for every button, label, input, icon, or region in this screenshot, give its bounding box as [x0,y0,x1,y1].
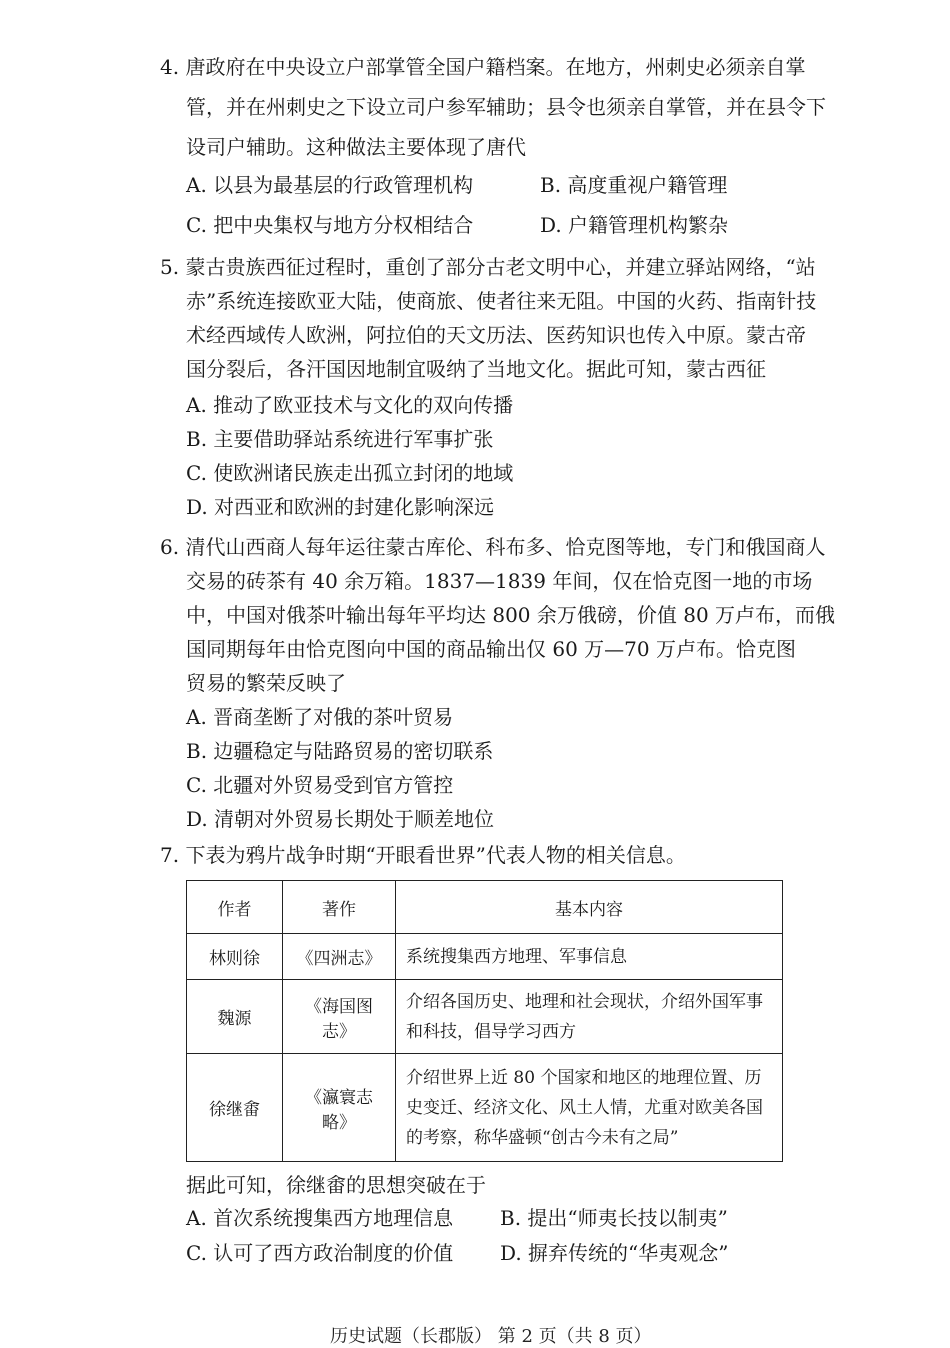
question-5-line: 国分裂后，各汗国因地制宜吸纳了当地文化。据此可知，蒙古西征 [186,357,766,381]
q6-option-c[interactable]: C. 北疆对外贸易受到官方管控 [186,773,454,797]
q5-option-a[interactable]: A. 推动了欧亚技术与文化的双向传播 [186,393,514,417]
table-header-row [187,881,783,934]
question-6-line: 国同期每年由恰克图向中国的商品输出仅 60 万—70 万卢布。恰克图 [186,637,796,661]
table-header: 作者 [187,881,283,934]
q6-option-a[interactable]: A. 晋商垄断了对俄的茶叶贸易 [186,705,454,729]
question-4-line: 设司户辅助。这种做法主要体现了唐代 [186,135,526,159]
table-header: 基本内容 [396,881,783,934]
question-6-line: 贸易的繁荣反映了 [186,671,346,695]
question-6-line: 6. 清代山西商人每年运往蒙古库伦、科布多、恰克图等地，专门和俄国商人 [160,535,826,559]
table-row [187,980,783,1054]
table-cell-work: 《瀛寰志略》 [283,1054,396,1162]
q7-option-d[interactable]: D. 摒弃传统的“华夷观念” [500,1241,729,1265]
table-cell-author: 徐继畬 [187,1054,283,1162]
table-row [187,1054,783,1162]
q7-option-b[interactable]: B. 提出“师夷长技以制夷” [500,1206,728,1230]
question-5-line: 术经西域传人欧洲，阿拉伯的天文历法、医药知识也传入中原。蒙古帝 [186,323,806,347]
q4-option-a[interactable]: A. 以县为最基层的行政管理机构 [186,173,474,197]
table-header: 著作 [283,881,396,934]
table-cell-work: 《四洲志》 [283,934,396,980]
table-cell-author: 魏源 [187,980,283,1054]
q5-option-b[interactable]: B. 主要借助驿站系统进行军事扩张 [186,427,494,451]
question-6-line: 中，中国对俄茶叶输出每年平均达 800 余万俄磅，价值 80 万卢布，而俄 [186,603,836,627]
question-4 [160,50,826,164]
question-7-stem: 7. 下表为鸦片战争时期“开眼看世界”代表人物的相关信息。 [160,843,686,867]
page-footer: 历史试题（长郡版） 第 2 页（共 8 页） [330,1326,652,1347]
table-cell-content: 介绍世界上近 80 个国家和地区的地理位置、历史变迁、经济文化、风土人情，尤重对欧美各国的考察，称华盛顿“创古今未有之局” [396,1054,783,1162]
q6-option-d[interactable]: D. 清朝对外贸易长期处于顺差地位 [186,807,495,831]
q5-option-c[interactable]: C. 使欧洲诸民族走出孤立封闭的地域 [186,461,514,485]
question-6-line: 交易的砖茶有 40 余万箱。1837—1839 年间，仅在恰克图一地的市场 [186,569,813,593]
question-4-line: 4. 唐政府在中央设立户部掌管全国户籍档案。在地方，州刺史必须亲自掌 [160,55,806,79]
question-7-after: 据此可知，徐继畬的思想突破在于 [186,1173,486,1197]
q7-option-a[interactable]: A. 首次系统搜集西方地理信息 [186,1206,454,1230]
q5-option-d[interactable]: D. 对西亚和欧洲的封建化影响深远 [186,495,495,519]
q4-option-b[interactable]: B. 高度重视户籍管理 [540,173,728,197]
table-cell-content: 介绍各国历史、地理和社会现状，介绍外国军事和科技，倡导学习西方 [396,980,783,1054]
table-row [187,934,783,980]
question-5-line: 5. 蒙古贵族西征过程时，重创了部分古老文明中心，并建立驿站网络，“站 [160,255,816,279]
info-table [186,880,783,1162]
q7-option-c[interactable]: C. 认可了西方政治制度的价值 [186,1241,454,1265]
q6-option-b[interactable]: B. 边疆稳定与陆路贸易的密切联系 [186,739,494,763]
table-cell-work: 《海国图志》 [283,980,396,1054]
q4-option-c[interactable]: C. 把中央集权与地方分权相结合 [186,213,474,237]
question-6 [160,530,836,700]
question-5 [160,250,817,386]
question-5-line: 赤”系统连接欧亚大陆，使商旅、使者往来无阻。中国的火药、指南针技 [186,289,817,313]
table-cell-content: 系统搜集西方地理、军事信息 [396,934,783,980]
q4-option-d[interactable]: D. 户籍管理机构繁杂 [540,213,729,237]
table-cell-author: 林则徐 [187,934,283,980]
question-4-line: 管，并在州刺史之下设立司户参军辅助；县令也须亲自掌管，并在县令下 [186,95,826,119]
